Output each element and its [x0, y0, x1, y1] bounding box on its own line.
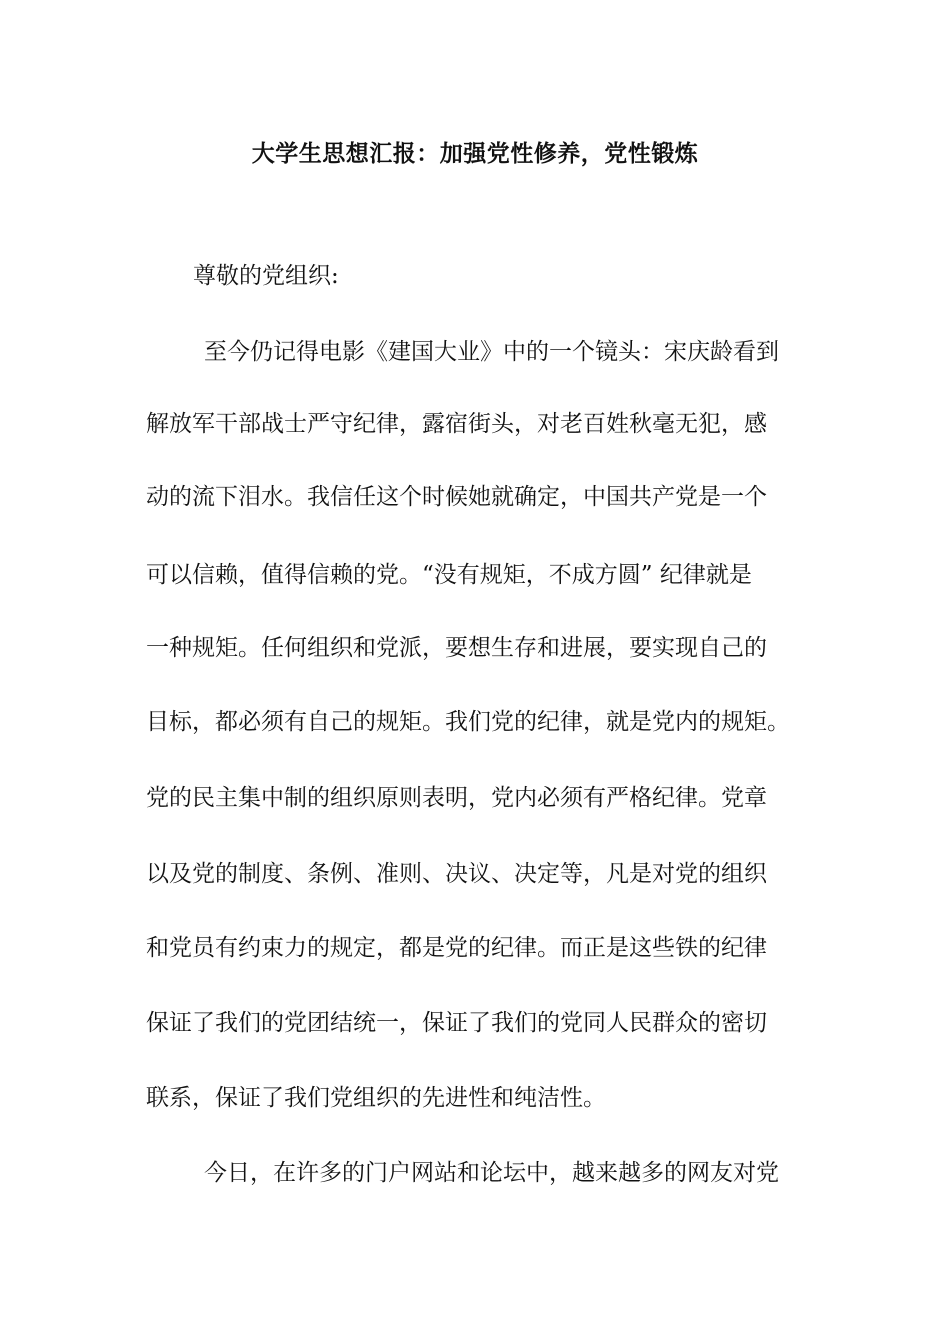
document-title: 大学生思想汇报：加强党性修养，党性锻炼 [251, 140, 699, 167]
paragraph-line: 可以信赖，值得信赖的党。“没有规矩，不成方圆” 纪律就是 [146, 562, 752, 588]
paragraph-line: 联系，保证了我们党组织的先进性和纯洁性。 [146, 1085, 606, 1111]
paragraph-line: 党的民主集中制的组织原则表明，党内必须有严格纪律。党章 [146, 785, 767, 811]
paragraph-line: 至今仍记得电影《建国大业》中的一个镜头：宋庆龄看到 [204, 339, 779, 365]
paragraph-line: 和党员有约束力的规定，都是党的纪律。而正是这些铁的纪律 [146, 935, 767, 961]
paragraph-line: 目标，都必须有自己的规矩。我们党的纪律，就是党内的规矩。 [146, 709, 790, 735]
paragraph-line: 保证了我们的党团结统一，保证了我们的党同人民群众的密切 [146, 1010, 767, 1036]
paragraph-line: 以及党的制度、条例、准则、决议、决定等，凡是对党的组织 [146, 861, 767, 887]
paragraph-line: 今日，在许多的门户网站和论坛中，越来越多的网友对党 [204, 1160, 779, 1186]
paragraph-line: 解放军干部战士严守纪律，露宿街头，对老百姓秋毫无犯，感 [146, 411, 767, 437]
salutation: 尊敬的党组织: [193, 263, 339, 289]
paragraph-line: 动的流下泪水。我信任这个时候她就确定，中国共产党是一个 [146, 484, 767, 510]
paragraph-line: 一种规矩。任何组织和党派，要想生存和进展，要实现自己的 [146, 635, 767, 661]
